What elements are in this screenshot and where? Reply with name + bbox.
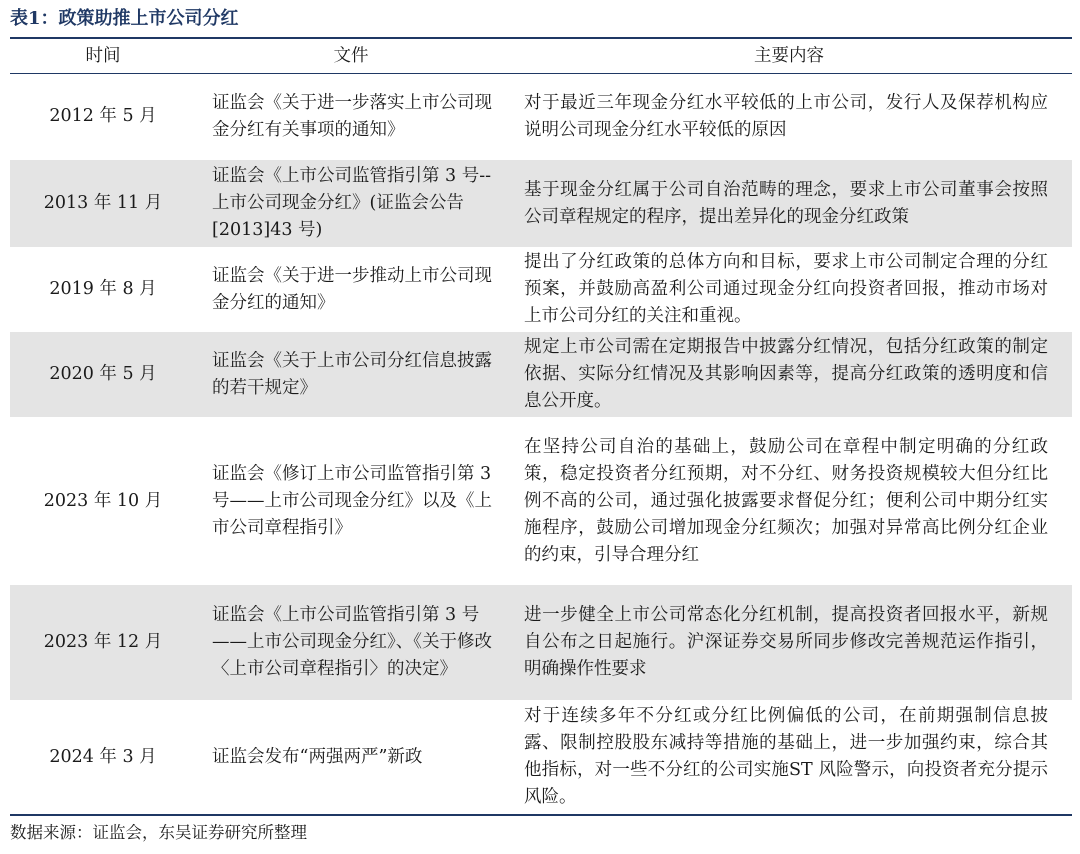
header-time: 时间 <box>85 45 121 66</box>
row-content: 提出了分红政策的总体方向和目标，要求上市公司制定合理的分红预案，并鼓励高盈利公司通过现金分红向投资者回报，推动市场对上市公司分红的关注和重视。 <box>506 248 1072 332</box>
row-time: 2020 年 5 月 <box>10 332 196 418</box>
row-document: 证监会《修订上市公司监管指引第 3 号——上市公司现金分红》以及《上市公司章程指引》 <box>196 418 506 585</box>
table-row <box>10 332 1072 418</box>
row-document: 证监会《上市公司监管指引第 3 号——上市公司现金分红》、《关于修改〈上市公司章程指引〉的决定》 <box>196 585 506 701</box>
row-time: 2012 年 5 月 <box>10 74 196 160</box>
data-source-note: 数据来源：证监会，东吴证券研究所整理 <box>10 823 307 842</box>
table-row <box>10 160 1072 248</box>
row-content: 在坚持公司自治的基础上，鼓励公司在章程中制定明确的分红政策，稳定投资者分红预期，对不分红、财务投资规模较大但分红比例不高的公司，通过强化披露要求督促分红；便利公司中期分红实施程序，鼓励公司增加现金分红频次；加强对异常高比例分红企业的约束，引导合理分红 <box>506 418 1072 585</box>
table-title: 表1：政策助推上市公司分红 <box>10 8 239 29</box>
policy-table <box>10 37 1072 816</box>
row-time: 2013 年 11 月 <box>10 160 196 248</box>
header-document: 文件 <box>333 45 369 66</box>
row-document: 证监会《上市公司监管指引第 3 号--上市公司现金分红》(证监会公告[2013]43 号) <box>196 160 506 248</box>
row-content: 规定上市公司需在定期报告中披露分红情况，包括分红政策的制定依据、实际分红情况及其影响因素等，提高分红政策的透明度和信息公开度。 <box>506 332 1072 418</box>
row-content: 对于连续多年不分红或分红比例偏低的公司，在前期强制信息披露、限制控股股东减持等措施的基础上，进一步加强约束，综合其他指标，对一些不分红的公司实施ST 风险警示，向投资者充分提示风险。 <box>506 701 1072 815</box>
row-time: 2019 年 8 月 <box>10 248 196 332</box>
row-document: 证监会《关于进一步落实上市公司现金分红有关事项的通知》 <box>196 74 506 160</box>
row-document: 证监会发布“两强两严”新政 <box>196 701 506 815</box>
row-content: 进一步健全上市公司常态化分红机制，提高投资者回报水平，新规自公布之日起施行。沪深证券交易所同步修改完善规范运作指引，明确操作性要求 <box>506 585 1072 701</box>
table-row <box>10 418 1072 585</box>
header-content: 主要内容 <box>754 45 824 66</box>
row-document: 证监会《关于进一步推动上市公司现金分红的通知》 <box>196 248 506 332</box>
row-time: 2023 年 12 月 <box>10 585 196 701</box>
row-document: 证监会《关于上市公司分红信息披露的若干规定》 <box>196 332 506 418</box>
row-time: 2024 年 3 月 <box>10 701 196 815</box>
table-header-row <box>10 38 1072 74</box>
table-row <box>10 248 1072 332</box>
table-row <box>10 585 1072 701</box>
row-time: 2023 年 10 月 <box>10 418 196 585</box>
row-content: 对于最近三年现金分红水平较低的上市公司，发行人及保荐机构应说明公司现金分红水平较低的原因 <box>506 74 1072 160</box>
table-row <box>10 701 1072 815</box>
row-content: 基于现金分红属于公司自治范畴的理念，要求上市公司董事会按照公司章程规定的程序，提出差异化的现金分红政策 <box>506 160 1072 248</box>
table-row <box>10 74 1072 160</box>
